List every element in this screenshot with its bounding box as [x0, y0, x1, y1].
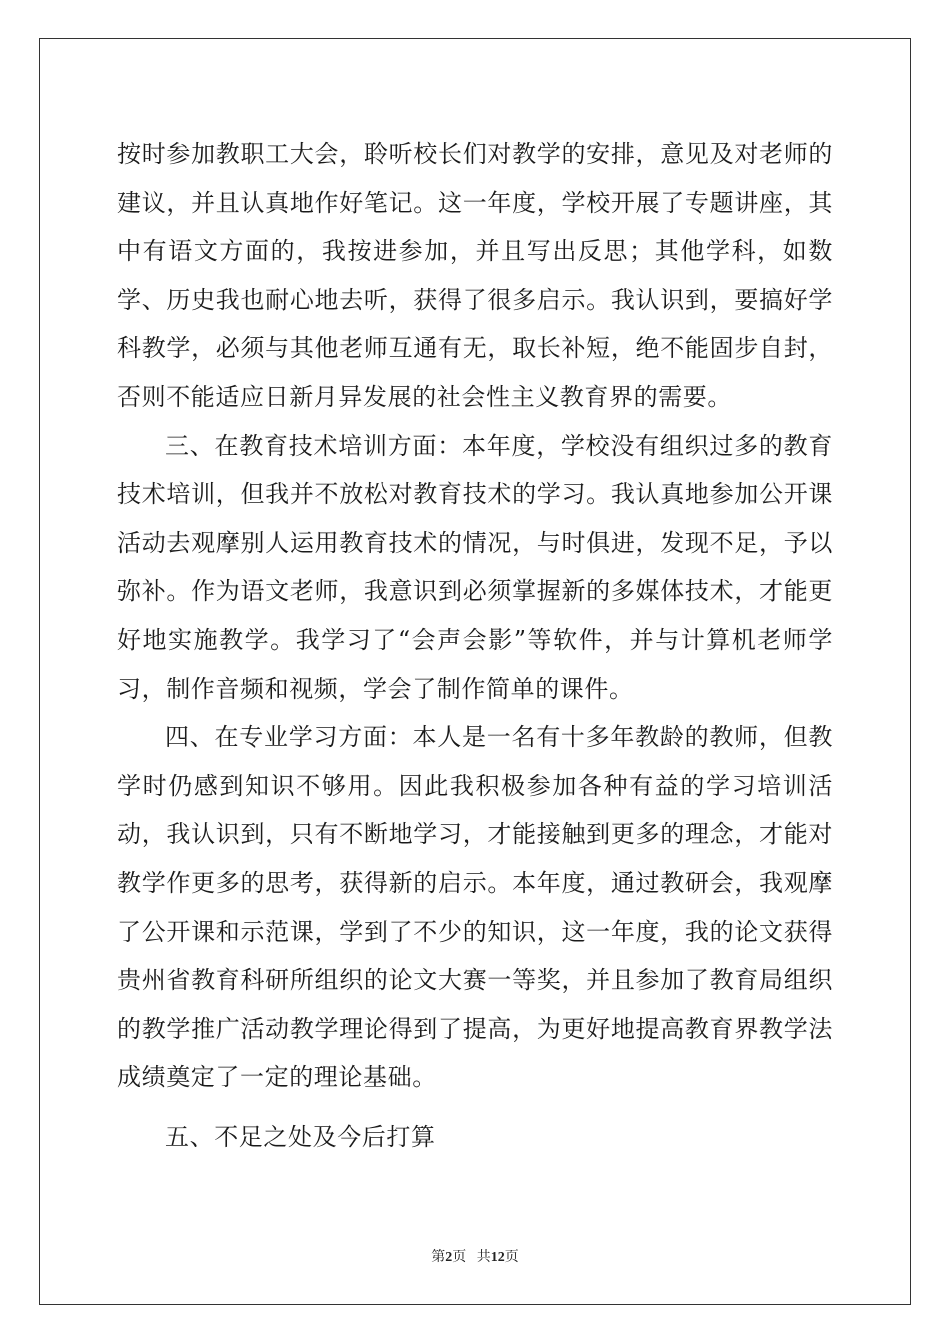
footer-total-suffix: 页	[504, 1250, 519, 1265]
paragraph-continued: 按时参加教职工大会，聆听校长们对教学的安排，意见及对老师的建议，并且认真地作好笔记。这一年度，学校开展了专题讲座，其中有语文方面的，我按进参加，并且写出反思；其他学科，如数学、历史我也耐心地去听，获得了很多启示。我认识到，要搞好学科教学，必须与其他老师互通有无，取长补短，绝不能固步自封，否则不能适应日新月异发展的社会性主义教育界的需要。	[117, 140, 833, 411]
footer-total-pages: 12	[490, 1250, 505, 1265]
footer-page-prefix: 第	[431, 1250, 446, 1265]
footer-page-suffix: 页	[452, 1250, 467, 1265]
document-body	[117, 130, 833, 1161]
footer-page-number: 2	[445, 1250, 453, 1265]
footer-total-prefix: 共	[476, 1250, 491, 1265]
paragraph-section-three: 三、在教育技术培训方面：本年度，学校没有组织过多的教育技术培训，但我并不放松对教育技术的学习。我认真地参加公开课活动去观摩别人运用教育技术的情况，与时俱进，发现不足，予以弥补。作为语文老师，我意识到必须掌握新的多媒体技术，才能更好地实施教学。我学习了“会声会影”等软件，并与计算机老师学习，制作音频和视频，学会了制作简单的课件。	[117, 431, 833, 703]
section-five-heading: 五、不足之处及今后打算	[165, 1122, 436, 1151]
page-footer	[0, 1246, 950, 1266]
paragraph-section-four: 四、在专业学习方面：本人是一名有十多年教龄的教师，但教学时仍感到知识不够用。因此我积极参加各种有益的学习培训活动，我认识到，只有不断地学习，才能接触到更多的理念，才能对教学作更多的思考，获得新的启示。本年度，通过教研会，我观摩了公开课和示范课，学到了不少的知识，这一年度，我的论文获得贵州省教育科研所组织的论文大赛一等奖，并且参加了教育局组织的教学推广活动教学理论得到了提高，为更好地提高教育界教学法成绩奠定了一定的理论基础。	[117, 723, 833, 1092]
